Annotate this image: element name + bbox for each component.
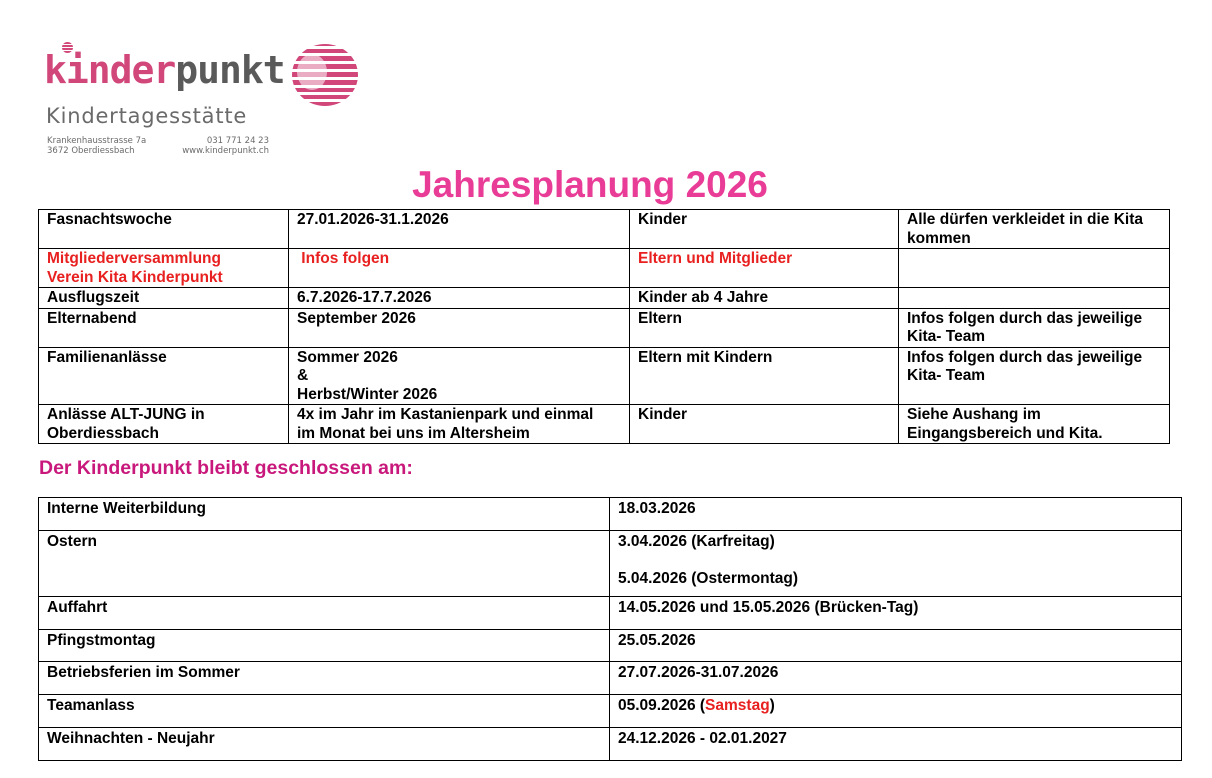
- table-row: [39, 308, 1170, 347]
- table-row: [39, 597, 1182, 630]
- table-row: [39, 347, 1170, 405]
- event-cell: [39, 405, 289, 444]
- logo-subtitle: Kindertagesstätte: [46, 104, 248, 128]
- closure-date: 24.12.2026 - 02.01.2027: [610, 728, 1182, 761]
- note-line: Infos folgen durch das jeweilige: [907, 309, 1143, 327]
- date-cell: [289, 405, 630, 444]
- planning-table: [38, 209, 1170, 444]
- note-cell: Alle dürfen verkleidet in die Kita kommen: [899, 210, 1170, 249]
- date-highlight: Samstag: [705, 697, 770, 714]
- closures-heading: Der Kinderpunkt bleibt geschlossen am:: [39, 457, 413, 479]
- closure-date: 18.03.2026: [610, 498, 1182, 531]
- audience-cell: Eltern mit Kindern: [630, 347, 899, 405]
- note-line: Siehe Aushang im: [907, 406, 1041, 423]
- closure-label: Ostern: [39, 531, 610, 597]
- audience-cell: Kinder: [630, 405, 899, 444]
- table-row: [39, 249, 1170, 288]
- table-row: [39, 498, 1182, 531]
- note-cell: [899, 249, 1170, 288]
- closure-label: Interne Weiterbildung: [39, 498, 610, 531]
- closure-label: Pfingstmontag: [39, 630, 610, 662]
- event-cell: Fasnachtswoche: [39, 210, 289, 249]
- logo-wordmark-punkt: punkt: [175, 48, 285, 92]
- note-line: Kita- Team: [907, 367, 986, 384]
- closure-label: Weihnachten - Neujahr: [39, 728, 610, 761]
- closure-date: [610, 695, 1182, 728]
- logo-contact: [172, 136, 269, 156]
- date-prefix: 05.09.2026 (: [618, 697, 706, 714]
- event-line: Anlässe ALT-JUNG in: [47, 406, 205, 423]
- event-line: Mitgliederversammlung: [47, 250, 221, 267]
- date-line: Sommer 2026: [297, 348, 398, 366]
- logo-wordmark: [44, 48, 285, 92]
- event-cell: Elternabend: [39, 308, 289, 347]
- closure-date: 25.05.2026: [610, 630, 1182, 662]
- audience-cell: Kinder: [630, 210, 899, 249]
- note-line: Infos folgen durch das jeweilige: [907, 348, 1143, 366]
- note-cell: [899, 288, 1170, 309]
- event-cell: Familienanlässe: [39, 347, 289, 405]
- date-cell: 6.7.2026-17.7.2026: [289, 288, 630, 309]
- note-line: Eingangsbereich und Kita.: [907, 424, 1103, 442]
- table-row: [39, 728, 1182, 761]
- note-cell: [899, 405, 1170, 444]
- date-suffix: ): [769, 697, 775, 714]
- audience-cell: Eltern: [630, 308, 899, 347]
- date-line: Herbst/Winter 2026: [297, 385, 438, 403]
- table-row: [39, 405, 1170, 444]
- address-city: 3672 Oberdiessbach: [47, 146, 135, 156]
- date-line: &: [297, 367, 309, 384]
- note-cell: [899, 308, 1170, 347]
- audience-cell: Eltern und Mitglieder: [630, 249, 899, 288]
- note-line: Kita- Team: [907, 328, 986, 345]
- logo-address: [47, 136, 146, 156]
- audience-cell: Kinder ab 4 Jahre: [630, 288, 899, 309]
- contact-website[interactable]: www.kinderpunkt.ch: [182, 146, 269, 156]
- date-cell: September 2026: [289, 308, 630, 347]
- table-row: [39, 630, 1182, 662]
- closure-date: 27.07.2026-31.07.2026: [610, 662, 1182, 695]
- closures-table: [38, 497, 1182, 761]
- date-cell: [289, 347, 630, 405]
- closure-date: [610, 531, 1182, 597]
- date-cell: 27.01.2026-31.1.2026: [289, 210, 630, 249]
- closure-date: 14.05.2026 und 15.05.2026 (Brücken-Tag): [610, 597, 1182, 630]
- line-gap: [618, 552, 1181, 570]
- closure-label: Betriebsferien im Sommer: [39, 662, 610, 695]
- closure-date-line: 5.04.2026 (Ostermontag): [618, 569, 799, 587]
- closure-date-line: 3.04.2026 (Karfreitag): [618, 533, 775, 550]
- address-street: Krankenhausstrasse 7a: [47, 136, 147, 146]
- date-line: 4x im Jahr im Kastanienpark und einmal: [297, 406, 594, 423]
- page-title: Jahresplanung 2026: [412, 164, 768, 205]
- logo-wordmark-kinder: kinder: [44, 48, 176, 92]
- table-row: [39, 531, 1182, 597]
- table-row: [39, 210, 1170, 249]
- event-cell: Ausflugszeit: [39, 288, 289, 309]
- table-row: [39, 662, 1182, 695]
- closure-label: Teamanlass: [39, 695, 610, 728]
- logo-ball-icon: [290, 42, 360, 108]
- event-line: Oberdiessbach: [47, 424, 159, 442]
- date-cell: Infos folgen: [289, 249, 630, 288]
- closure-label: Auffahrt: [39, 597, 610, 630]
- event-cell: [39, 249, 289, 288]
- date-line: im Monat bei uns im Altersheim: [297, 424, 530, 442]
- table-row: [39, 288, 1170, 309]
- table-row: [39, 695, 1182, 728]
- note-cell: [899, 347, 1170, 405]
- event-line: Verein Kita Kinderpunkt: [47, 268, 223, 286]
- contact-phone: 031 771 24 23: [206, 136, 269, 146]
